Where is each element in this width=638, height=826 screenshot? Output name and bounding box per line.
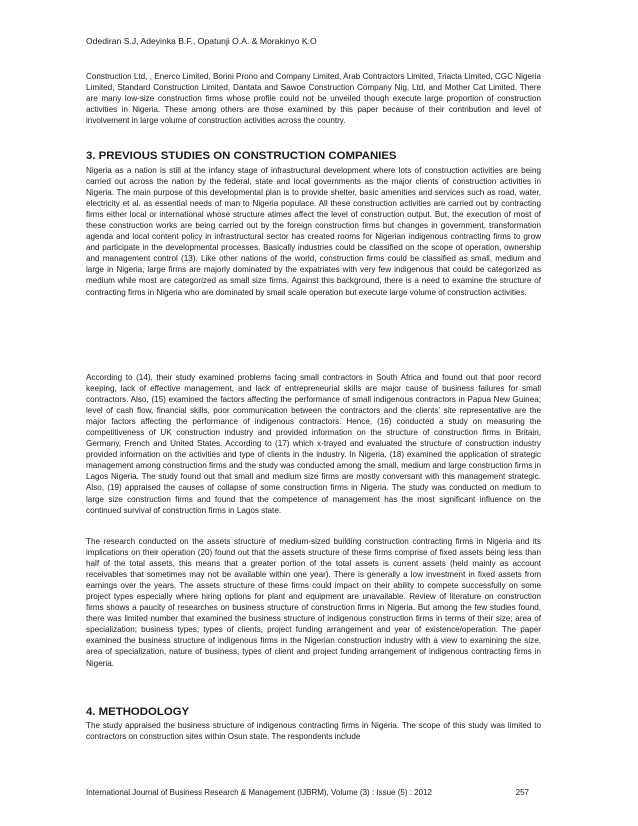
page-number: 257 <box>515 788 529 797</box>
section-3-paragraph-1: Nigeria as a nation is still at the infancy stage of infrastructural development where lots of construction activities are being carried out across the nation by the federal, state and local governments as the major clients of construction activities in Nigeria. The main purpose of this developmental plan is to provide shelter, basic amenities and services such as road, water, electricity et al. as essential needs of man to Nigeria populace. All these construction activities are carried out by contracting firms either local or international whose structure atimes affect the level of construction output. But, the execution of most of these construction works are being carried out by the foreign construction firms but changes in government, transformation agenda and local content policy in infrastructural sector has created rooms for Nigerian indigenous contracting firms to grow and participate in the developmental processes. Basically industries could be classified on the scope of operation, ownership and management control (13). Like other nations of the world, construction firms could be classified as small, medium and large in Nigeria, large firms are majorly dominated by the expatriates with very few indigenous that could be categorized as medium while most are categorized as small size firms. Against this background, there is a need to examine the structure of contracting firms in Nigeria who are dominated by small scale operation but execute large volume of construction activities. <box>86 166 541 297</box>
running-head: Odediran S.J, Adeyinka B.F., Opatunji O.A. & Morakinyo K.O <box>86 36 317 46</box>
section-4-heading: 4. METHODOLOGY <box>86 706 190 718</box>
footer-journal: International Journal of Business Research & Management (IJBRM), Volume (3) : Issue (5) : 2012 <box>86 788 432 797</box>
section-3-heading: 3. PREVIOUS STUDIES ON CONSTRUCTION COMPANIES <box>86 150 397 162</box>
section-3-paragraph-3: The research conducted on the assets structure of medium-sized building construction contracting firms in Nigeria and its implications on their operation (20) found out that the assets structure of these firms comprise of fixed assets being less than half of the total assets, this means that a greater portion of the total assets is current assets (held mainly as account receivables that sometimes may not be available within one year). There is generally a low investment in fixed assets from earnings over the years. The assets structure of these firms could impact on their ability to compete successfully on some project types especially where hiring options for plant and equipment are unavailable. Review of literature on construction firms shows a paucity of researches on business structure of construction firms in Nigeria. But among the few studies found, there was limited number that examined the business structure of indigenous construction firms in terms of their size; area of specialization; business types; types of clients, project funding arrangement and year of existence/operation. The paper examined the business structure of indigenous firms in the Nigerian construction industry with a view to examining the size, area of specialization, nature of business, types of client and project funding arrangement of indigenous contracting firms in Nigeria. <box>86 537 541 668</box>
section-3-paragraph-2: According to (14), their study examined problems facing small contractors in South Africa and found out that poor record keeping, lack of effective management, and lack of entrepreneurial skills are major cause of business failures for small contractors. Also, (15) examined the factors affecting the performance of small indigenous contractors in Papua New Guinea; level of cash flow, financial skills, poor communication between the contractors and the clients’ site representative are the major factors affecting the performance of indigenous contractors. Hence, (16) conducted a study on measuring the competitiveness of UK construction industry and provided information on the structure of construction firms in Britain, Germany, French and United States. According to (17) which x-trayed and evaluated the structure of construction industry provided information on the activities and type of clients in the industry. In Nigeria, (18) examined the application of strategic management among construction firms and the study was conducted among the small, medium and large construction firms in Lagos Nigeria. The study found out that small and medium size firms are mostly conversant with this management strategic. Also, (19) appraised the causes of collapse of some construction firms in Nigeria. The study was conducted on medium to large size construction firms and found that the competence of management has the most significant influence on the continued survival of construction firms in Lagos state. <box>86 373 541 515</box>
intro-paragraph: Construction Ltd, , Enerco Limited, Borini Prono and Company Limited, Arab Contractors Limited, Triacta Limited, CGC Nigeria Limited, Standard Construction Limited, Dantata and Sawoe Construction Company Nig, Ltd, and Mother Cat Limited. There are many low-size construction firms whose profile could not be unveiled though execute large proportion of construction activities in Nigeria. These among others are those examined by this paper because of their contribution and level of involvement in large volume of construction activities across the country. <box>86 72 541 126</box>
paper-page <box>86 0 541 826</box>
section-4-paragraph-1: The study appraised the business structure of indigenous contracting firms in Nigeria. The scope of this study was limited to contractors on construction sites within Osun state. The respondents include <box>86 721 541 742</box>
